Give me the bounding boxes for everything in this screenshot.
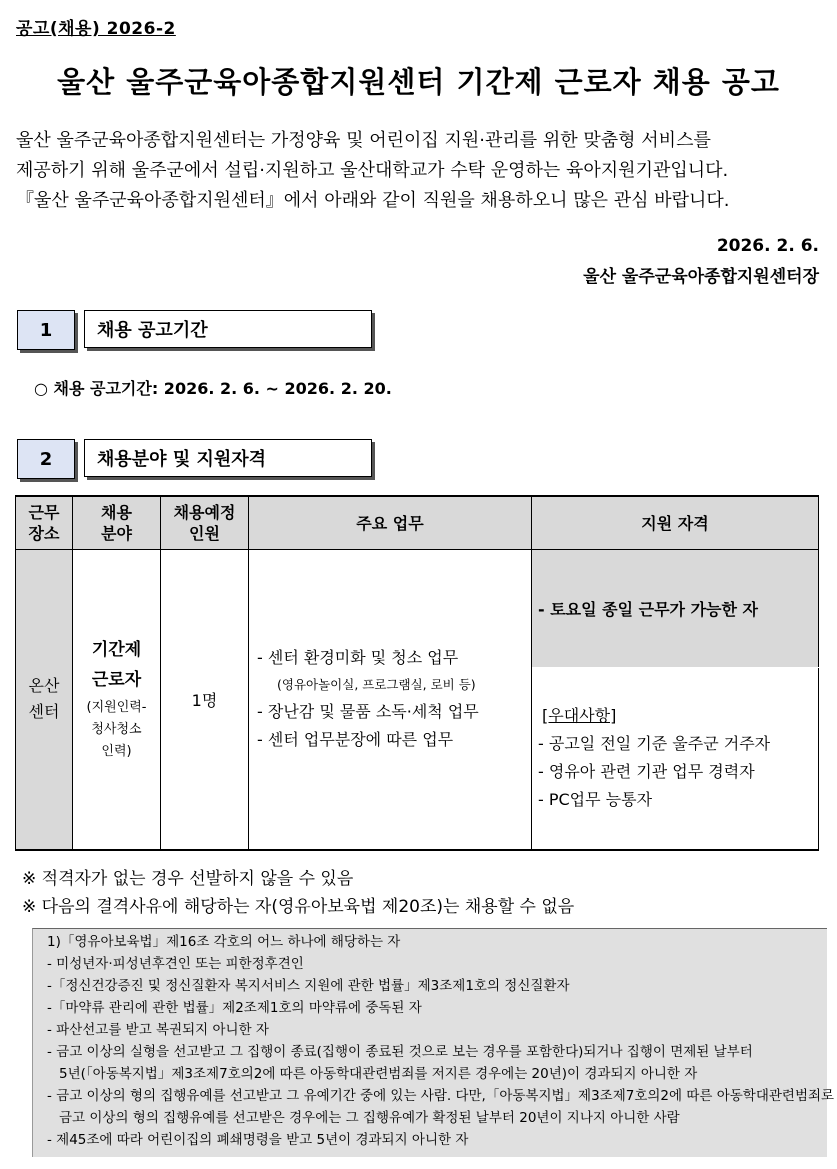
disqualification-item: - 미성년자·피성년후견인 또는 피한정후견인 (47, 956, 304, 972)
disqualification-item: 금고 이상의 형의 집행유예를 선고받은 경우에는 그 집행유예가 확정된 날부터 20년이 지나지 아니한 사람 (59, 1110, 680, 1126)
header-text: 근무 (28, 503, 60, 522)
disqualification-item: - 파산선고를 받고 복권되지 아니한 자 (47, 1022, 269, 1038)
duty-item: - 장난감 및 물품 소독·세척 업무 (257, 702, 479, 722)
note-line: ※ 적격자가 없는 경우 선발하지 않을 수 있음 (22, 869, 354, 889)
notice-number: 공고(채용) 2026-2 (16, 19, 176, 39)
field-main-text: 근로자 (91, 670, 142, 691)
recruitment-period: ○ 채용 공고기간: 2026. 2. 6. ~ 2026. 2. 20. (34, 379, 392, 398)
cell-count: 1명 (161, 550, 249, 850)
header-text: 채용예정 (173, 503, 236, 522)
location-text: 온산 (28, 676, 60, 696)
preference-item: - 공고일 전일 기준 울주군 거주자 (538, 734, 771, 754)
cell-duties (249, 550, 532, 850)
section-2-title: 채용분야 및 지원자격 (84, 439, 372, 477)
cell-preferences (532, 668, 819, 850)
header-duties: 주요 업무 (249, 496, 532, 550)
location-text: 센터 (28, 702, 60, 722)
field-sub-text: 청사청소 (91, 722, 142, 738)
intro-line: 울산 울주군육아종합지원센터는 가정양육 및 어린이집 지원·관리를 위한 맞춤형 서비스를 (16, 130, 711, 151)
header-count (161, 496, 249, 550)
cell-location (16, 550, 73, 850)
cell-requirement: - 토요일 종일 근무가 가능한 자 (532, 550, 819, 668)
table-header-row (16, 496, 819, 550)
disqualification-item: -「정신건강증진 및 정신질환자 복지서비스 지원에 관한 법률」제3조제1호의 정신질환자 (47, 978, 570, 994)
disqualification-box (32, 928, 835, 1157)
preference-title: [우대사항] (542, 706, 617, 726)
disqualification-item: 5년(「아동복지법」제3조제7호의2에 따른 아동학대관련범죄를 저지른 경우에는 20년)이 경과되지 아니한 자 (59, 1066, 698, 1082)
section-1-title: 채용 공고기간 (84, 310, 372, 348)
duty-item: - 센터 환경미화 및 청소 업무 (257, 648, 459, 668)
header-text: 채용 (101, 503, 132, 522)
header-text: 인원 (189, 524, 220, 543)
intro-line: 『울산 울주군육아종합지원센터』에서 아래와 같이 직원을 채용하오니 많은 관심 바랍니다. (16, 190, 730, 211)
disqualification-item: -「마약류 관리에 관한 법률」제2조제1호의 마약류에 중독된 자 (47, 1000, 422, 1016)
disqualification-item: 1)「영유아보육법」제16조 각호의 어느 하나에 해당하는 자 (47, 934, 401, 950)
duty-item: - 센터 업무분장에 따른 업무 (257, 730, 454, 750)
table-row (16, 550, 819, 668)
disqualification-item: - 제45조에 따라 어린이집의 폐쇄명령을 받고 5년이 경과되지 아니한 자 (47, 1132, 469, 1148)
disqualification-item: - 금고 이상의 실형을 선고받고 그 집행이 종료(집행이 종료된 것으로 보는 경우를 포함한다)되거나 집행이 면제된 날부터 (47, 1044, 753, 1060)
field-sub-text: 인력) (101, 744, 132, 760)
disqualification-item: - 금고 이상의 형의 집행유예를 선고받고 그 유예기간 중에 있는 사람. 다만,「아동복지법」제3조제7호의2에 따른 아동학대관련범죄로 (47, 1088, 835, 1104)
recruitment-table (15, 495, 819, 851)
duty-item-detail: (영유아놀이실, 프로그램실, 로비 등) (277, 677, 476, 693)
intro-line: 제공하기 위해 울주군에서 설립·지원하고 울산대학교가 수탁 운영하는 육아지원기관입니다. (16, 160, 729, 181)
note-line: ※ 다음의 결격사유에 해당하는 자(영유아보육법 제20조)는 채용할 수 없음 (22, 897, 575, 917)
header-text: 장소 (28, 524, 60, 543)
field-main-text: 기간제 (91, 640, 142, 661)
preference-item: - PC업무 능통자 (538, 790, 653, 810)
header-field (73, 496, 161, 550)
page-title: 울산 울주군육아종합지원센터 기간제 근로자 채용 공고 (57, 65, 780, 99)
header-qualification: 지원 자격 (532, 496, 819, 550)
section-2-number: 2 (17, 439, 75, 479)
issuer-name: 울산 울주군육아종합지원센터장 (583, 267, 819, 287)
section-1-number: 1 (17, 310, 75, 350)
header-text: 분야 (101, 524, 132, 543)
field-sub-text: (지원인력- (86, 700, 147, 716)
preference-item: - 영유아 관련 기관 업무 경력자 (538, 762, 755, 782)
notice-date: 2026. 2. 6. (716, 236, 819, 256)
intro-paragraph (16, 126, 822, 216)
header-location (16, 496, 73, 550)
cell-field (73, 550, 161, 850)
